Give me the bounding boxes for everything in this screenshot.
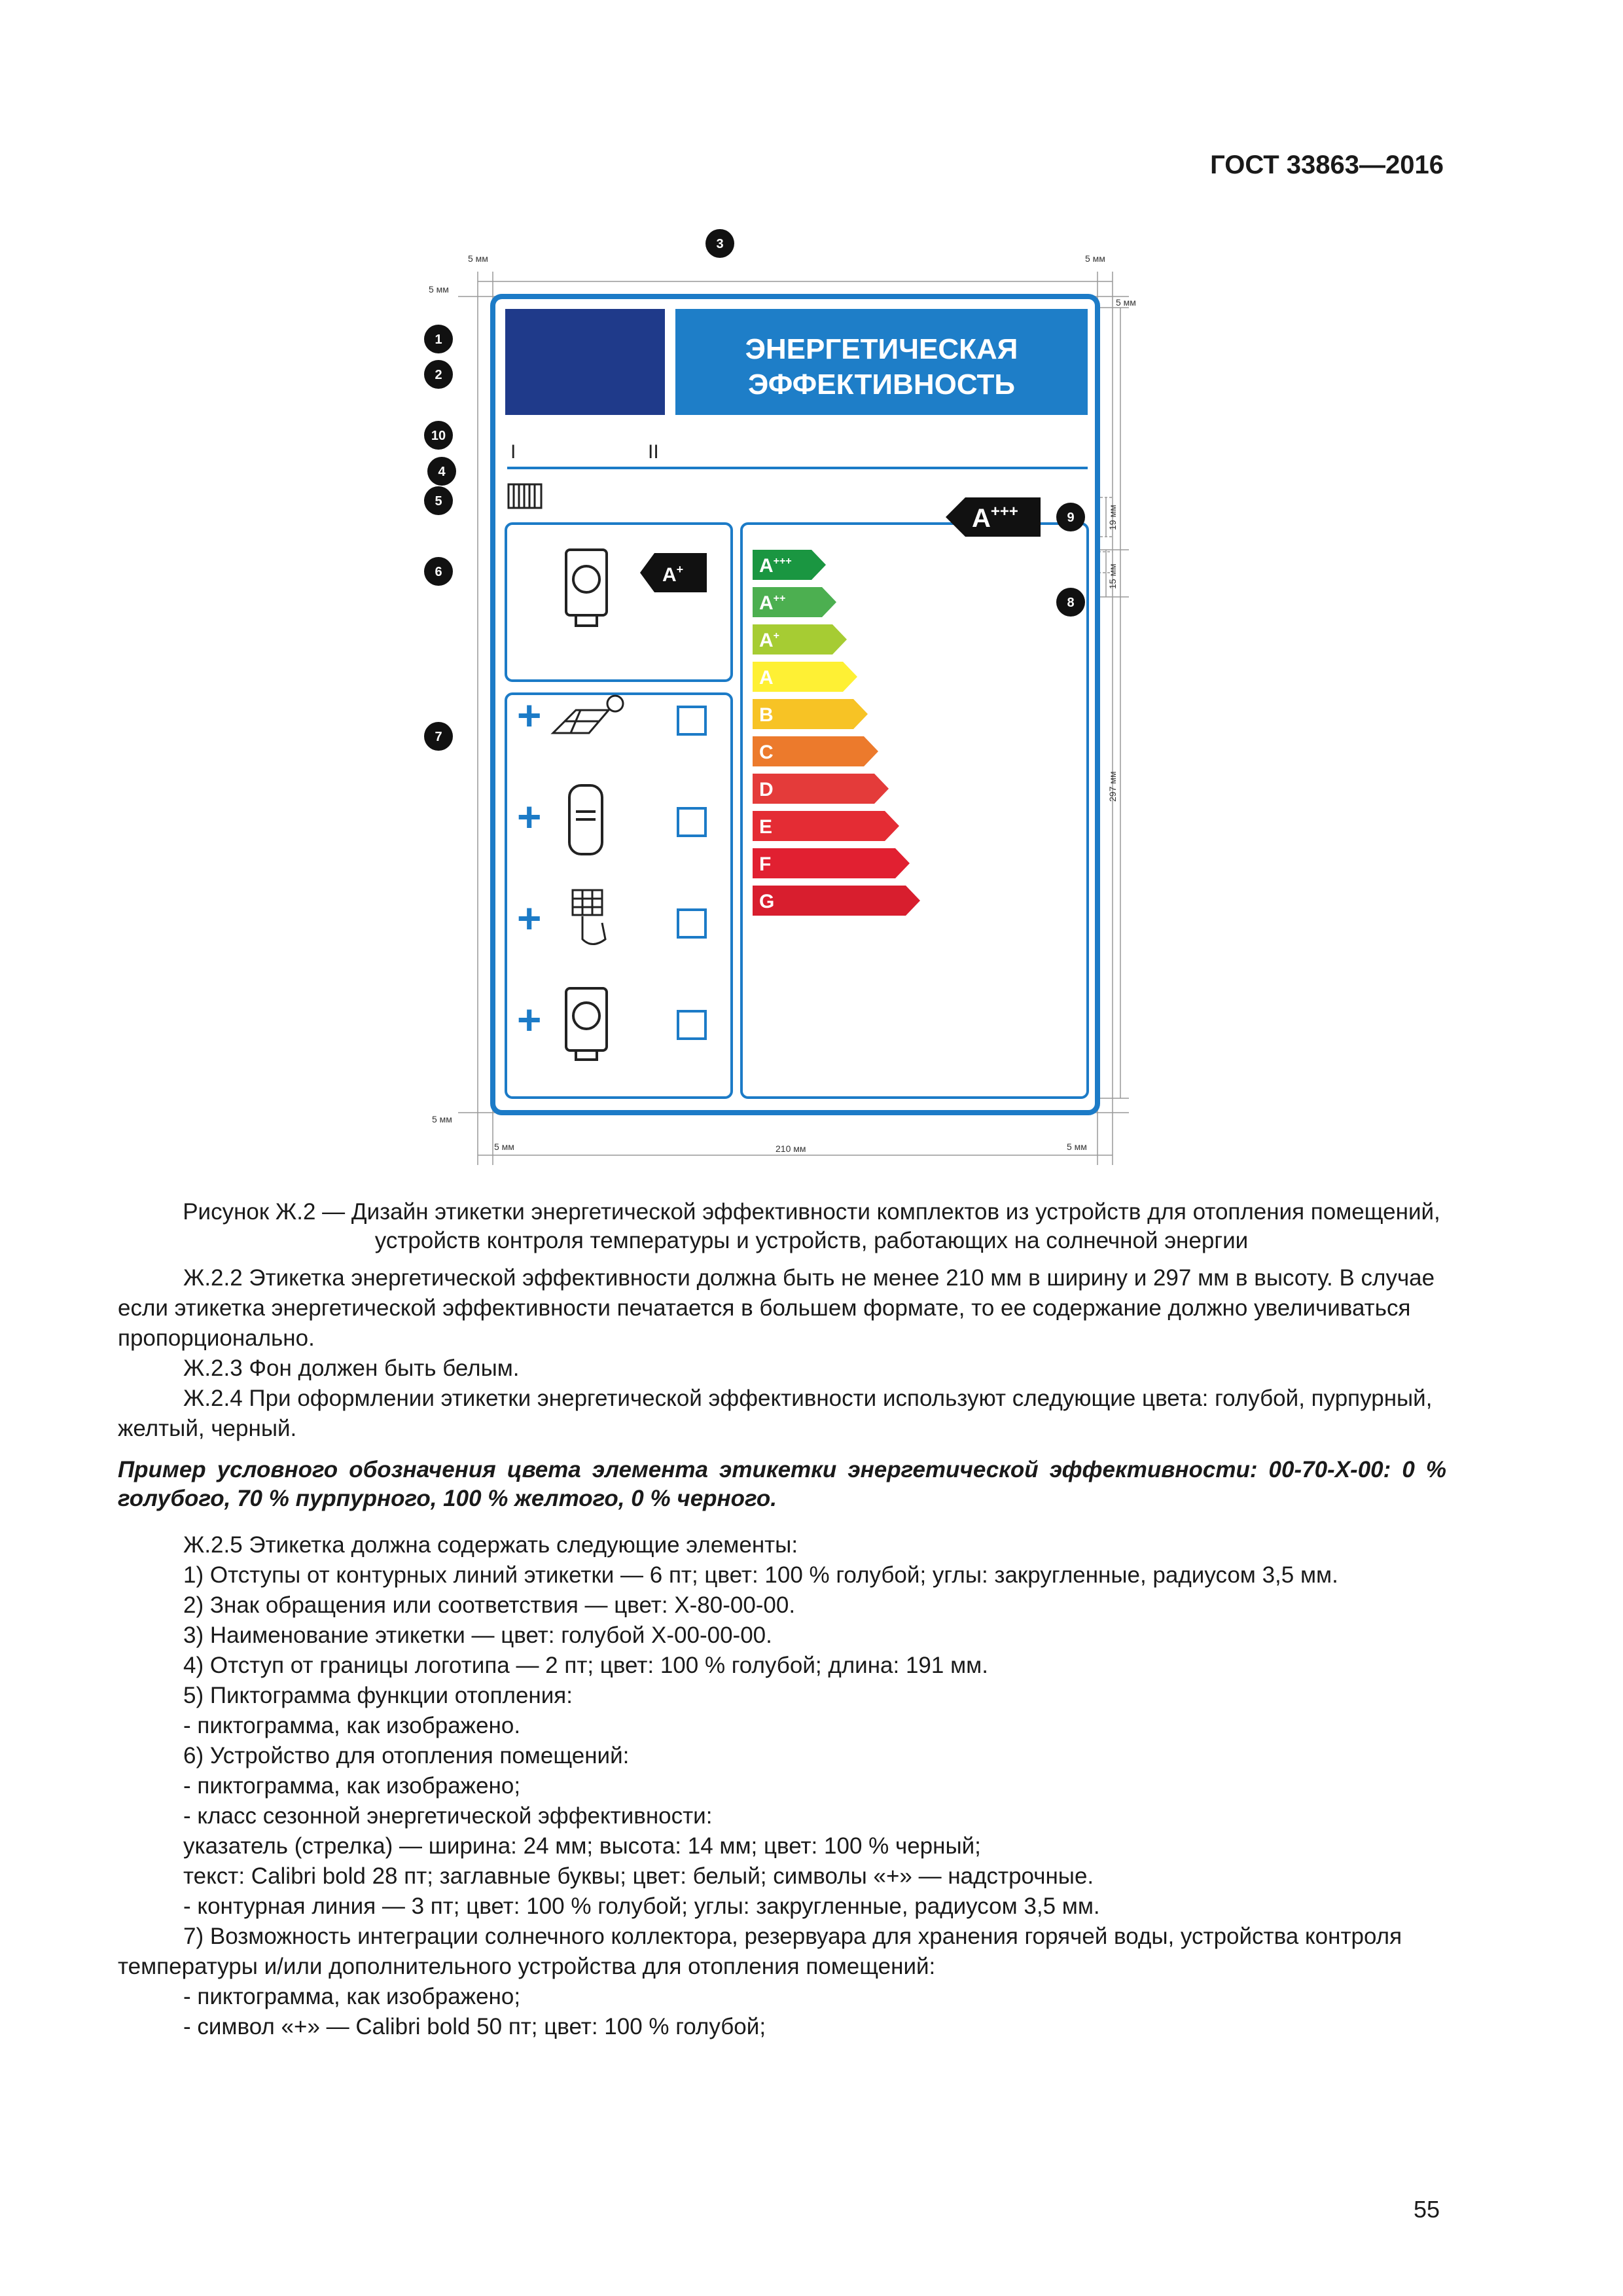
list-item: - пиктограмма, как изображено; — [183, 1984, 521, 2009]
callout-number-5: 5 — [435, 494, 442, 509]
plus-control: + — [517, 895, 542, 942]
class-label-3: A — [759, 667, 774, 689]
class-label-1: A++ — [759, 592, 786, 614]
dim-left-top: 5 мм — [468, 253, 488, 264]
list-item: - контурная линия — 3 пт; цвет: 100 % голубой; углы: закругленные, радиусом 3,5 мм. — [183, 1893, 1100, 1919]
class-label-6: D — [759, 779, 774, 800]
class-bar-9 — [753, 886, 920, 916]
conformity-mark — [505, 309, 665, 415]
page-number: 55 — [1413, 2196, 1440, 2223]
class-label-8: F — [759, 853, 772, 875]
class-label-9: G — [759, 891, 775, 912]
list-item: - класс сезонной энергетической эффективности: — [183, 1803, 713, 1829]
dim-bottom-left-2: 5 мм — [494, 1141, 514, 1152]
callout-number-6: 6 — [435, 565, 442, 579]
plus-heater: + — [517, 996, 542, 1043]
roman-two: II — [648, 441, 659, 463]
title-line-1: ЭНЕРГЕТИЧЕСКАЯ — [745, 333, 1018, 365]
list-item: - пиктограмма, как изображено; — [183, 1773, 521, 1799]
class-label-4: B — [759, 704, 774, 726]
example-note: Пример условного обозначения цвета элемента этикетки энергетической эффективности: 00-70-Х-00: 0 % голубого, 70 % пурпурного, 100 % желтого, 0 % черного. — [118, 1457, 1446, 1511]
paragraph-colors: Ж.2.4 При оформлении этикетки энергетической эффективности используют следующие цвета: голубой, пурпурный, желтый, черный. — [118, 1386, 1433, 1441]
callout-number-1: 1 — [435, 332, 442, 347]
dim-left-side: 5 мм — [429, 284, 449, 295]
figure-caption: Рисунок Ж.2 — Дизайн этикетки энергетической эффективности комплектов из устройств для отопления помещений, устройств контроля температуры и устройств, работающих на солнечной энергии — [183, 1199, 1440, 1253]
heater-class: A+ — [662, 563, 684, 586]
list-item: 2) Знак обращения или соответствия — цвет: Х-80-00-00. — [183, 1592, 796, 1618]
class-label-0: A+++ — [759, 555, 792, 577]
dim-15mm: 15 мм — [1107, 564, 1118, 589]
list-item: 1) Отступы от контурных линий этикетки — 6 пт; цвет: 100 % голубой; углы: закругленные, радиусом 3,5 мм. — [183, 1562, 1338, 1588]
list-item: 4) Отступ от границы логотипа — 2 пт; цвет: 100 % голубой; длина: 191 мм. — [183, 1653, 988, 1678]
title-line-2: ЭФФЕКТИВНОСТЬ — [747, 368, 1016, 401]
list-item: 6) Устройство для отопления помещений: — [183, 1743, 630, 1768]
class-label-5: C — [759, 742, 774, 763]
standard-number: ГОСТ 33863—2016 — [1210, 151, 1444, 179]
list-item: - символ «+» — Calibri bold 50 пт; цвет: 100 % голубой; — [183, 2014, 766, 2039]
callout-number-8: 8 — [1067, 596, 1075, 610]
callout-number-4: 4 — [438, 465, 446, 479]
list-item: 7) Возможность интеграции солнечного коллектора, резервуара для хранения горячей воды, устройства контроля температуры и/или дополнительного устройства для отопления помещений: — [118, 1924, 1402, 1979]
roman-one: I — [510, 441, 516, 463]
energy-label-figure — [419, 223, 1139, 1178]
plus-solar: + — [517, 692, 542, 739]
list-item: указатель (стрелка) — ширина: 24 мм; высота: 14 мм; цвет: 100 % черный; — [183, 1833, 981, 1859]
class-label-2: A+ — [759, 630, 780, 651]
paragraph-size: Ж.2.2 Этикетка энергетической эффективности должна быть не менее 210 мм в ширину и 297 мм в высоту. В случае если этикетка энергетической эффективности печатается в большем формате, то ее содержание должно увеличиваться пропорционально. — [118, 1265, 1435, 1351]
class-label-7: E — [759, 816, 773, 838]
plus-tank: + — [517, 793, 542, 840]
list-item: 3) Наименование этикетки — цвет: голубой Х-00-00-00. — [183, 1623, 772, 1648]
dim-bottom-right-2: 5 мм — [1067, 1141, 1087, 1152]
paragraph-elements: Ж.2.5 Этикетка должна содержать следующие элементы: — [183, 1532, 798, 1558]
class-bar-7 — [753, 811, 899, 841]
dim-297mm: 297 мм — [1107, 771, 1118, 802]
dim-width: 210 мм — [776, 1143, 806, 1154]
paragraph-background: Ж.2.3 Фон должен быть белым. — [183, 1355, 520, 1381]
list-item: текст: Calibri bold 28 пт; заглавные буквы; цвет: белый; символы «+» — надстрочные. — [183, 1863, 1094, 1889]
dim-bottom-left: 5 мм — [432, 1114, 452, 1124]
dim-19mm: 19 мм — [1107, 505, 1118, 530]
dim-right-side: 5 мм — [1116, 297, 1136, 308]
list-item: - пиктограмма, как изображено. — [183, 1713, 521, 1738]
callout-number-3: 3 — [716, 237, 724, 251]
callout-number-2: 2 — [435, 368, 442, 382]
top-class: A+++ — [972, 503, 1018, 533]
body-text — [118, 1263, 1446, 2042]
class-bar-8 — [753, 848, 910, 878]
callout-number-10: 10 — [431, 429, 446, 443]
list-item: 5) Пиктограмма функции отопления: — [183, 1683, 573, 1708]
callout-number-7: 7 — [435, 730, 442, 744]
dim-right-top: 5 мм — [1085, 253, 1105, 264]
callout-number-9: 9 — [1067, 511, 1075, 525]
